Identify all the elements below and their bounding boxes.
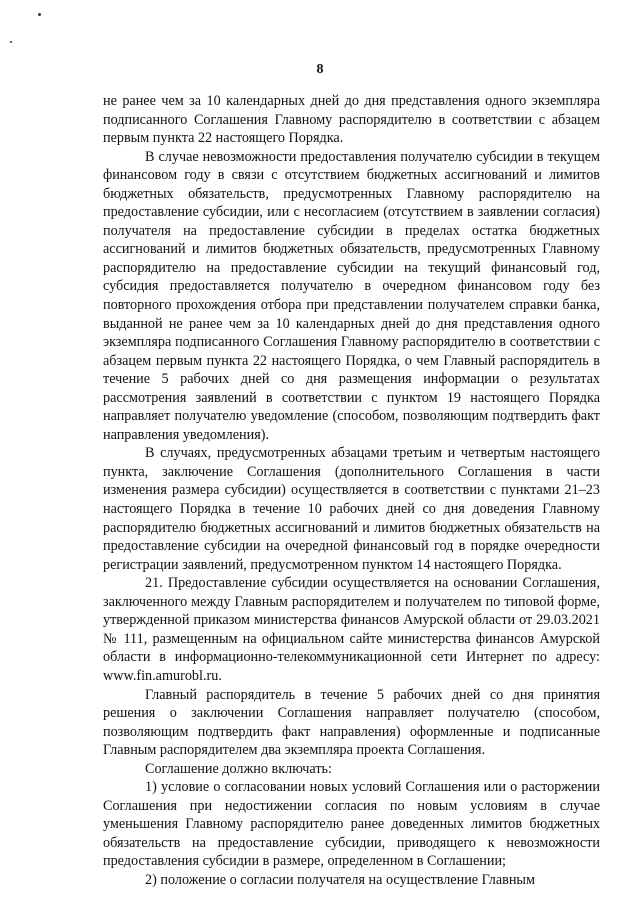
paragraph: не ранее чем за 10 календарных дней до дня представления одного экземпляра подписанного Соглашения Главному распорядителю в соответствии с абзацем первым пункта 22 настоящего Порядка. — [103, 93, 600, 147]
page-number: 8 — [316, 62, 324, 77]
paragraph: Соглашение должно включать: — [145, 760, 332, 777]
scan-speck — [10, 41, 12, 43]
paragraph: В случае невозможности предоставления получателю субсидии в текущем финансовом году в связи с отсутствием бюджетных ассигнований и лимитов бюджетных обязательств, предусмотренных Главному распорядителю на предоставление субсидии, или с несогласием (отсутствием в заявлении согласия) получателя на предоставление субсидии в пределах остатка бюджетных ассигнований и лимитов бюджетных обязательств, предусмотренных Главному распорядителю на предоставление субсидии на текущий финансовый год, субсидия предоставляется получателю в очередном финансовом году без повторного прохождения отбора при представлении получателем справки банка, выданной не ранее чем за 10 календарных дней до дня представления одного экземпляра подписанного Соглашения Главному распорядителю в соответствии с абзацем первым пункта 22 настоящего Порядка, о чем Главный распорядитель в течение 5 рабочих дней со дня размещения информации о результатах рассмотрения заявлений в соответствии с пунктом 19 настоящего Порядка направляет получателю уведомление (способом, позволяющим подтвердить факт направления уведомления). — [103, 148, 600, 443]
scan-speck — [38, 13, 41, 16]
paragraph: Главный распорядитель в течение 5 рабочих дней со дня принятия решения о заключении Соглашения направляет получателю (способом, позволяющим подтвердить факт направления) оформленные и подписанные Главным распорядителем два экземпляра проекта Соглашения. — [103, 686, 600, 759]
document-body — [103, 92, 600, 890]
paragraph: 1) условие о согласовании новых условий Соглашения или о расторжении Соглашения при недостижении согласия по новым условиям в случае уменьшения Главному распорядителю ранее доведенных лимитов бюджетных обязательств на предоставление субсидии, приводящего к невозможности предоставления субсидии в размере, определенном в Соглашении; — [103, 779, 600, 870]
paragraph: В случаях, предусмотренных абзацами третьим и четвертым настоящего пункта, заключение Соглашения (дополнительного Соглашения в части изменения размера субсидии) осуществляется в соответствии с пунктами 21–23 настоящего Порядка в течение 10 рабочих дней со дня доведения Главному распорядителю бюджетных ассигнований и лимитов бюджетных обязательств на предоставление субсидии на очередной финансовый год в порядке очередности регистрации заявлений, предусмотренном пунктом 14 настоящего Порядка. — [103, 445, 600, 573]
paragraph: 21. Предоставление субсидии осуществляется на основании Соглашения, заключенного между Главным распорядителем и получателем по типовой форме, утвержденной приказом министерства финансов Амурской области от 29.03.2021 № 111, размещенным на официальном сайте министерства финансов Амурской области в информационно-телекоммуникационной сети Интернет по адресу: www.fin.amurobl.ru. — [103, 575, 600, 684]
paragraph: 2) положение о согласии получателя на осуществление Главным — [145, 871, 535, 888]
